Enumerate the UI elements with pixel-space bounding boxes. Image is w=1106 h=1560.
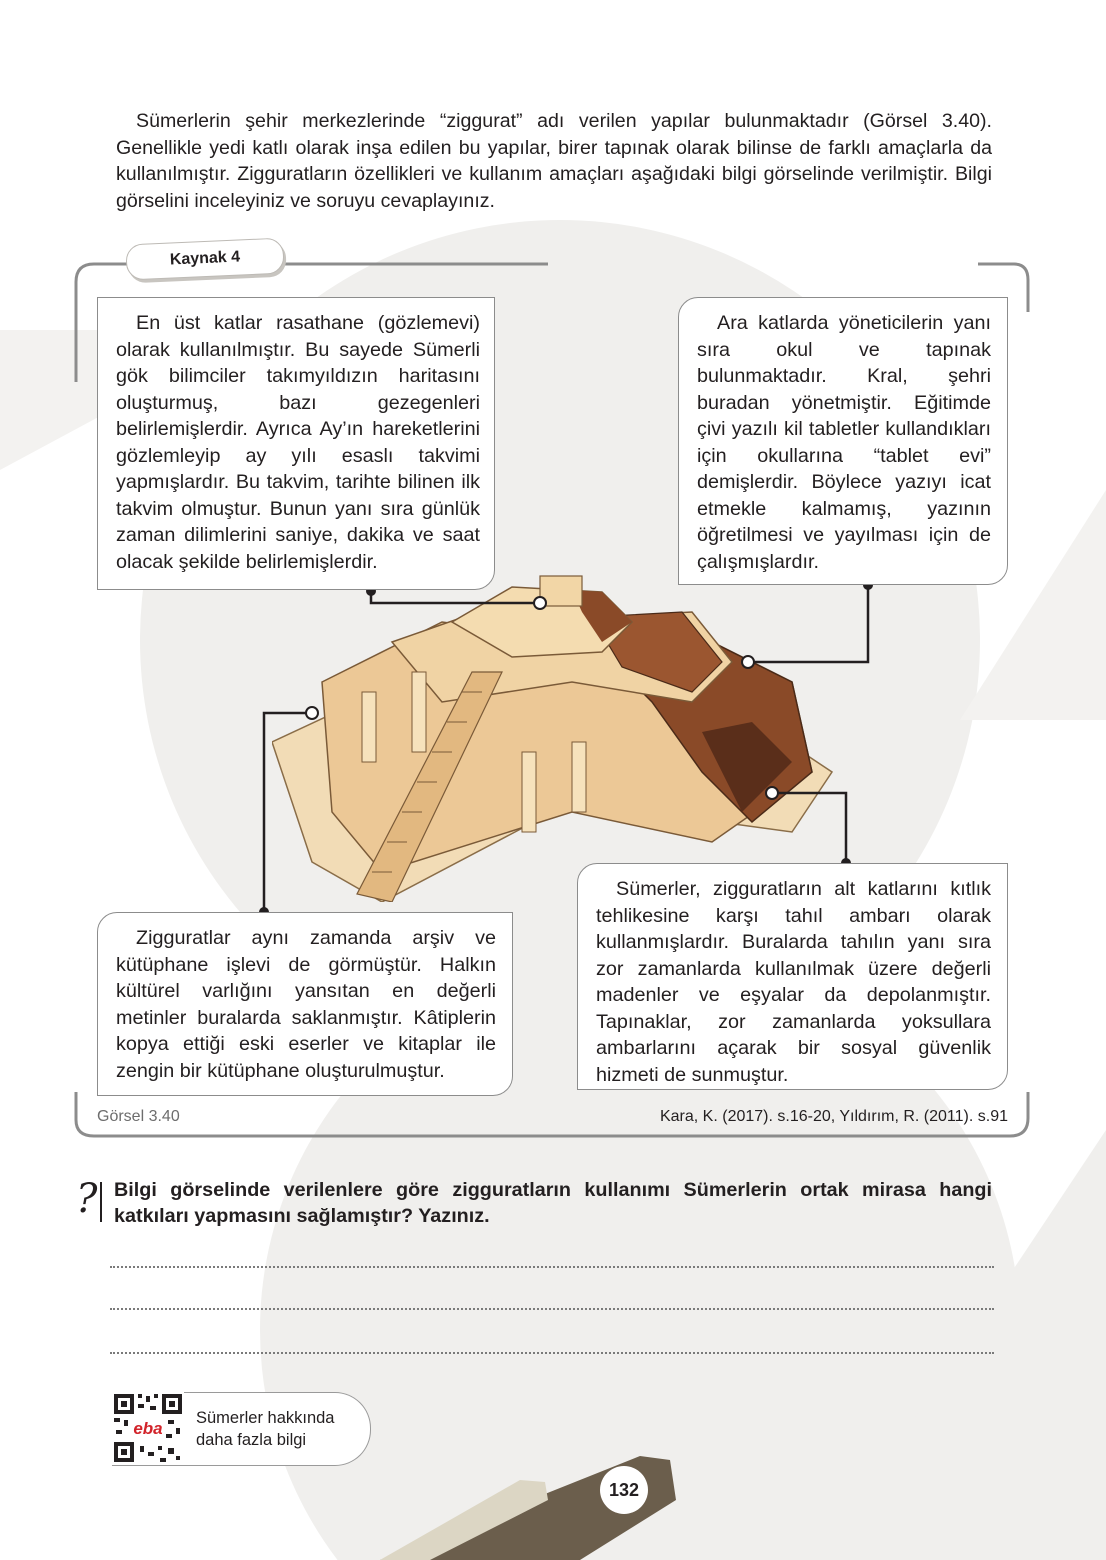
info-text-top-floors: En üst katlar rasathane (gözlemevi) olarak kullanılmıştır. Bu sayede Sümerli gök bilimciler takımyıldızın haritasını oluşturmuş, bazı gezegenleri belirlemişlerdir. Ayrıca Ay’ın hareketlerini gözlemleyip ay yılı esaslı takvimi yapmışlardır. Bu takvim, tarihte bilinen ilk takvim olmuştur. Bunun yanı sıra günlük zaman dilimlerini saniye, dakika ve saat olacak şekilde belirlemişlerdir. [116, 312, 480, 573]
answer-line-1[interactable] [110, 1266, 994, 1268]
citation: Kara, K. (2017). s.16-20, Yıldırım, R. (2011). s.91 [659, 1108, 1008, 1125]
figure-caption: Görsel 3.40 [97, 1108, 180, 1125]
info-text-archive: Zigguratlar aynı zamanda arşiv ve kütüphane işlevi de görmüştür. Halkın kültürel varlığını yansıtan en değerli metinler buralarda saklanmıştır. Kâtiplerin kopya ettiği eski eserler ve kitaplar ile zengin bir kütüphane oluşturulmuştur. [116, 927, 496, 1082]
qr-label-line2: daha fazla bilgi [196, 1431, 307, 1449]
info-text-middle-floors: Ara katlarda yöneticilerin yanı sıra okul ve tapınak bulunmaktadır. Kral, şehri buradan yönetmiştir. Eğitimde çivi yazılı kil tabletler kullandıkları için okullarına “tablet evi” demişlerdir. Böylece yazıyı icat etmekle kalmamış, yazının öğretilmesi ve yayılması için de çalışmışlardır. [697, 312, 991, 573]
info-box-top-floors [97, 297, 495, 590]
qr-label [196, 1407, 335, 1451]
question-mark-icon: ? [76, 1176, 98, 1222]
info-box-lower-floors [577, 863, 1008, 1090]
ziggurat-illustration [272, 572, 852, 902]
info-text-lower-floors: Sümerler, zigguratların alt katlarını kıtlık tehlikesine karşı tahıl ambarı olarak kullanmışlardır. Buralarda tahılın yanı sıra zor zamanlarda kullanılmak üzere değerli madenler ve eşyalar da depolanmıştır. Tapınaklar, zor zamanlarda yoksullara ambarlarını açarak bir sosyal güvenlik hizmeti de sunmuştur. [596, 878, 991, 1086]
info-box-middle-floors [678, 297, 1008, 585]
answer-line-2[interactable] [110, 1308, 994, 1310]
question-text: Bilgi görselinde verilenlere göre zigguratların kullanımı Sümerlerin ortak mirasa hangi katkıları yapmasını sağlamıştır? Yazınız. [114, 1179, 992, 1227]
info-box-archive [97, 912, 513, 1096]
intro-paragraph: Sümerlerin şehir merkezlerinde “ziggurat” adı verilen yapılar bulunmaktadır (Görsel 3.40). Genellikle yedi katlı olarak inşa edilen bu yapılar, birer tapınak olarak bilinse de farklı amaçlarla da kullanılmıştır. Zigguratların özellikleri ve kullanım amaçları aşağıdaki bilgi görselinde verilmiştir. Bilgi görselini inceleyiniz ve soruyu cevaplayınız. [116, 110, 992, 212]
answer-line-3[interactable] [110, 1352, 994, 1354]
page-number: 132 [600, 1466, 648, 1514]
qr-label-line1: Sümerler hakkında [196, 1409, 335, 1427]
qr-code-icon[interactable] [112, 1392, 184, 1464]
question-bar [100, 1182, 102, 1222]
qr-logo: eba [133, 1419, 163, 1438]
source-tab: Kaynak 4 [125, 238, 284, 281]
